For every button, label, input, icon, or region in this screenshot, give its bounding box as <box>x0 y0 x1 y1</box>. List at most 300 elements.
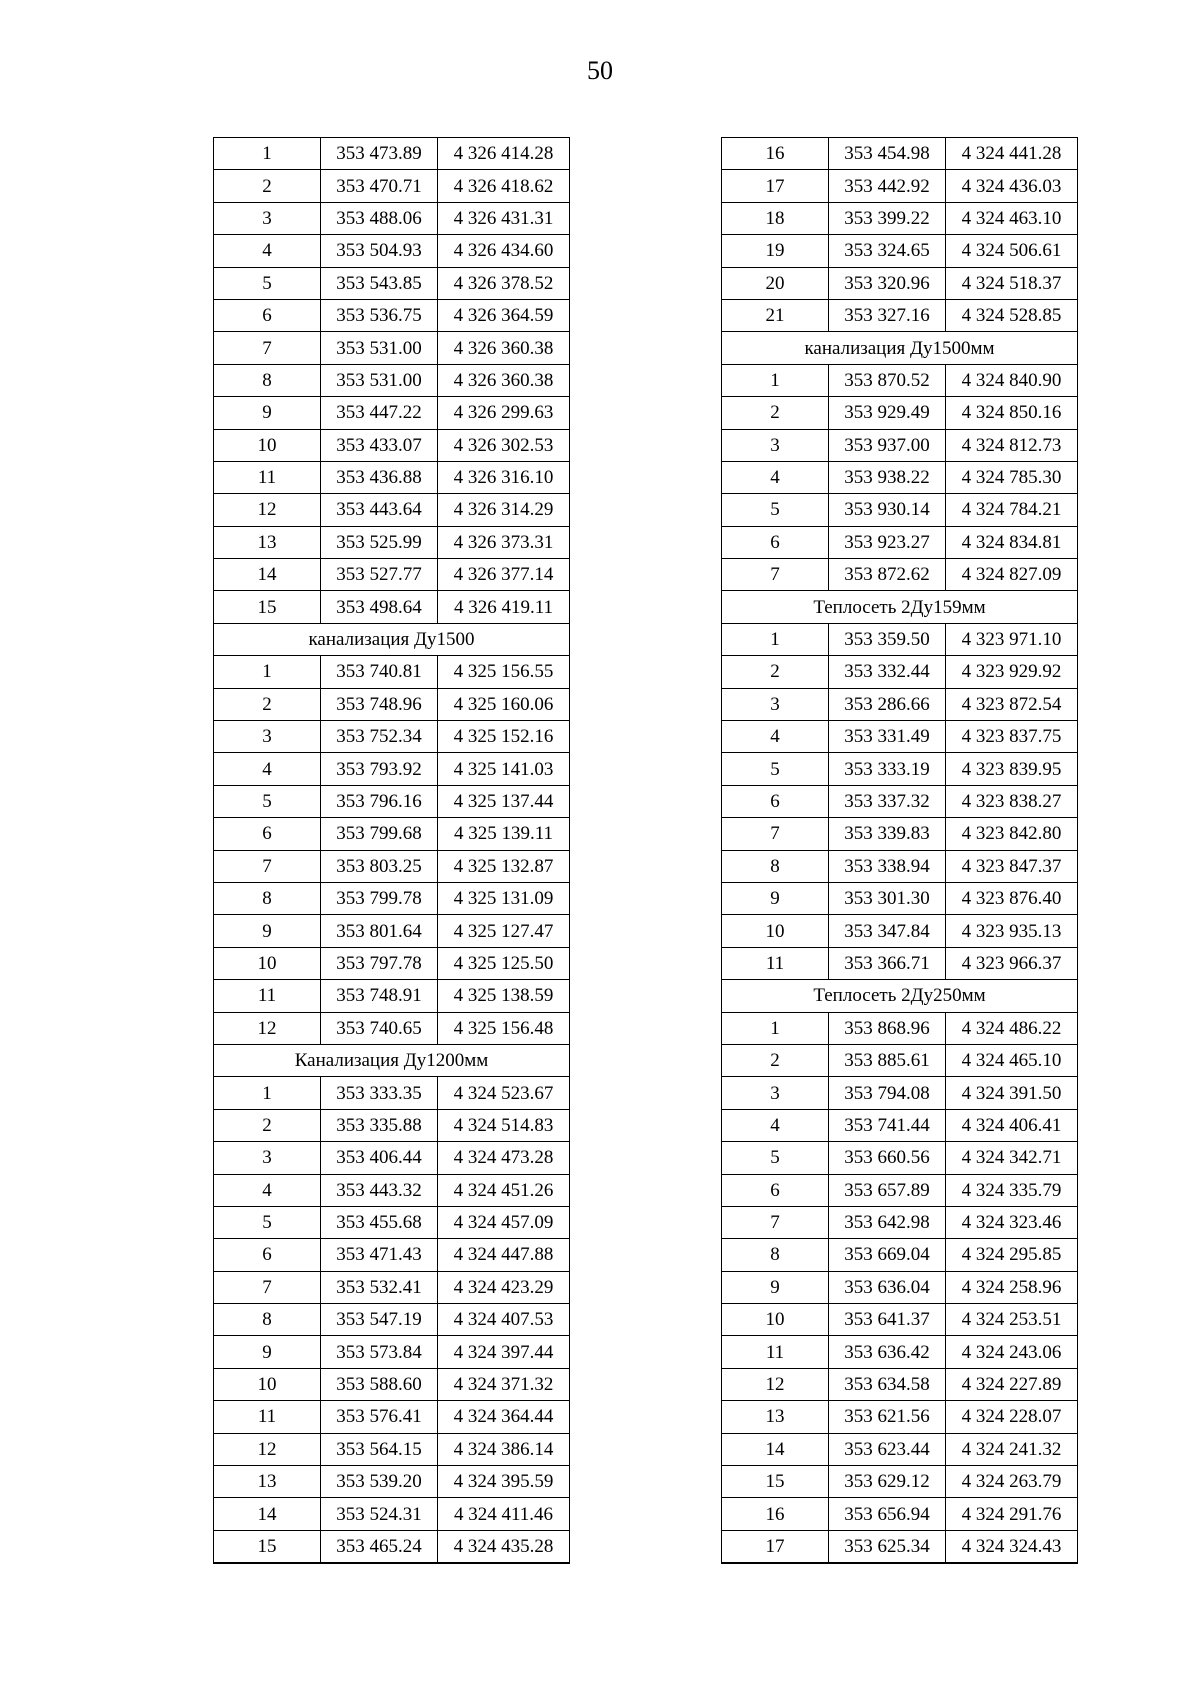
y-coordinate-cell: 4 324 253.51 <box>946 1304 1078 1336</box>
point-number-cell: 4 <box>722 721 829 753</box>
point-number-cell: 4 <box>214 235 321 267</box>
table-row <box>214 235 570 267</box>
table-row <box>214 721 570 753</box>
y-coordinate-cell: 4 324 407.53 <box>438 1304 570 1336</box>
x-coordinate-cell: 353 337.32 <box>829 785 946 817</box>
y-coordinate-cell: 4 323 847.37 <box>946 850 1078 882</box>
point-number-cell: 4 <box>722 1109 829 1141</box>
y-coordinate-cell: 4 325 156.48 <box>438 1012 570 1044</box>
y-coordinate-cell: 4 326 378.52 <box>438 267 570 299</box>
x-coordinate-cell: 353 473.89 <box>321 138 438 170</box>
x-coordinate-cell: 353 623.44 <box>829 1433 946 1465</box>
x-coordinate-cell: 353 576.41 <box>321 1401 438 1433</box>
x-coordinate-cell: 353 642.98 <box>829 1206 946 1238</box>
point-number-cell: 7 <box>214 850 321 882</box>
table-row <box>214 1109 570 1141</box>
section-header-row <box>214 623 570 655</box>
table-row <box>214 1012 570 1044</box>
table-row <box>214 397 570 429</box>
section-header-row <box>722 591 1078 623</box>
table-row <box>722 202 1078 234</box>
point-number-cell: 6 <box>214 818 321 850</box>
point-number-cell: 9 <box>722 882 829 914</box>
y-coordinate-cell: 4 324 435.28 <box>438 1530 570 1563</box>
table-row <box>214 1530 570 1563</box>
table-row <box>722 494 1078 526</box>
table-row <box>722 623 1078 655</box>
point-number-cell: 1 <box>214 656 321 688</box>
point-number-cell: 8 <box>214 1304 321 1336</box>
x-coordinate-cell: 353 543.85 <box>321 267 438 299</box>
table-row <box>722 721 1078 753</box>
x-coordinate-cell: 353 885.61 <box>829 1044 946 1076</box>
table-row <box>214 915 570 947</box>
x-coordinate-cell: 353 406.44 <box>321 1142 438 1174</box>
table-row <box>722 267 1078 299</box>
y-coordinate-cell: 4 324 451.26 <box>438 1174 570 1206</box>
y-coordinate-cell: 4 325 131.09 <box>438 882 570 914</box>
y-coordinate-cell: 4 324 258.96 <box>946 1271 1078 1303</box>
y-coordinate-cell: 4 323 839.95 <box>946 753 1078 785</box>
x-coordinate-cell: 353 442.92 <box>829 170 946 202</box>
table-row <box>214 494 570 526</box>
y-coordinate-cell: 4 324 523.67 <box>438 1077 570 1109</box>
table-row <box>722 1336 1078 1368</box>
table-row <box>722 818 1078 850</box>
x-coordinate-cell: 353 399.22 <box>829 202 946 234</box>
x-coordinate-cell: 353 870.52 <box>829 364 946 396</box>
section-header-row <box>722 332 1078 364</box>
y-coordinate-cell: 4 324 291.76 <box>946 1498 1078 1530</box>
table-row <box>214 1271 570 1303</box>
x-coordinate-cell: 353 656.94 <box>829 1498 946 1530</box>
x-coordinate-cell: 353 332.44 <box>829 656 946 688</box>
point-number-cell: 13 <box>722 1401 829 1433</box>
coordinates-table-right <box>721 137 1078 1564</box>
table-row <box>722 1206 1078 1238</box>
y-coordinate-cell: 4 324 228.07 <box>946 1401 1078 1433</box>
point-number-cell: 10 <box>214 429 321 461</box>
point-number-cell: 8 <box>722 1239 829 1271</box>
y-coordinate-cell: 4 326 360.38 <box>438 332 570 364</box>
table-row <box>722 559 1078 591</box>
y-coordinate-cell: 4 325 141.03 <box>438 753 570 785</box>
x-coordinate-cell: 353 465.24 <box>321 1530 438 1563</box>
y-coordinate-cell: 4 325 132.87 <box>438 850 570 882</box>
point-number-cell: 11 <box>214 461 321 493</box>
y-coordinate-cell: 4 324 243.06 <box>946 1336 1078 1368</box>
table-row <box>722 915 1078 947</box>
point-number-cell: 11 <box>722 947 829 979</box>
x-coordinate-cell: 353 796.16 <box>321 785 438 817</box>
y-coordinate-cell: 4 326 418.62 <box>438 170 570 202</box>
x-coordinate-cell: 353 929.49 <box>829 397 946 429</box>
x-coordinate-cell: 353 923.27 <box>829 526 946 558</box>
table-row <box>214 1466 570 1498</box>
y-coordinate-cell: 4 324 514.83 <box>438 1109 570 1141</box>
table-row <box>214 138 570 170</box>
point-number-cell: 10 <box>722 915 829 947</box>
x-coordinate-cell: 353 669.04 <box>829 1239 946 1271</box>
x-coordinate-cell: 353 660.56 <box>829 1142 946 1174</box>
point-number-cell: 3 <box>214 202 321 234</box>
table-row <box>722 1109 1078 1141</box>
point-number-cell: 6 <box>722 526 829 558</box>
table-row <box>722 882 1078 914</box>
table-row <box>214 1174 570 1206</box>
point-number-cell: 5 <box>214 1206 321 1238</box>
point-number-cell: 3 <box>214 1142 321 1174</box>
y-coordinate-cell: 4 325 160.06 <box>438 688 570 720</box>
point-number-cell: 2 <box>214 170 321 202</box>
y-coordinate-cell: 4 324 812.73 <box>946 429 1078 461</box>
table-row <box>722 1530 1078 1563</box>
y-coordinate-cell: 4 324 335.79 <box>946 1174 1078 1206</box>
table-row <box>214 559 570 591</box>
x-coordinate-cell: 353 588.60 <box>321 1368 438 1400</box>
section-title: Канализация Ду1200мм <box>214 1044 570 1076</box>
y-coordinate-cell: 4 326 299.63 <box>438 397 570 429</box>
y-coordinate-cell: 4 324 423.29 <box>438 1271 570 1303</box>
table-row <box>722 1174 1078 1206</box>
y-coordinate-cell: 4 324 473.28 <box>438 1142 570 1174</box>
point-number-cell: 15 <box>214 591 321 623</box>
point-number-cell: 8 <box>214 364 321 396</box>
point-number-cell: 11 <box>214 980 321 1012</box>
x-coordinate-cell: 353 436.88 <box>321 461 438 493</box>
x-coordinate-cell: 353 748.91 <box>321 980 438 1012</box>
y-coordinate-cell: 4 323 837.75 <box>946 721 1078 753</box>
x-coordinate-cell: 353 331.49 <box>829 721 946 753</box>
point-number-cell: 13 <box>214 1466 321 1498</box>
table-row <box>722 299 1078 331</box>
x-coordinate-cell: 353 443.32 <box>321 1174 438 1206</box>
table-row <box>214 1304 570 1336</box>
point-number-cell: 7 <box>722 559 829 591</box>
x-coordinate-cell: 353 740.65 <box>321 1012 438 1044</box>
x-coordinate-cell: 353 937.00 <box>829 429 946 461</box>
point-number-cell: 6 <box>722 1174 829 1206</box>
table-row <box>214 332 570 364</box>
table-row <box>214 1498 570 1530</box>
y-coordinate-cell: 4 323 935.13 <box>946 915 1078 947</box>
y-coordinate-cell: 4 324 371.32 <box>438 1368 570 1400</box>
x-coordinate-cell: 353 752.34 <box>321 721 438 753</box>
y-coordinate-cell: 4 324 263.79 <box>946 1466 1078 1498</box>
y-coordinate-cell: 4 326 431.31 <box>438 202 570 234</box>
section-header-row <box>214 1044 570 1076</box>
point-number-cell: 12 <box>214 1012 321 1044</box>
point-number-cell: 17 <box>722 1530 829 1563</box>
table-row <box>214 656 570 688</box>
x-coordinate-cell: 353 641.37 <box>829 1304 946 1336</box>
point-number-cell: 13 <box>214 526 321 558</box>
point-number-cell: 10 <box>214 1368 321 1400</box>
x-coordinate-cell: 353 803.25 <box>321 850 438 882</box>
x-coordinate-cell: 353 324.65 <box>829 235 946 267</box>
table-row <box>722 688 1078 720</box>
table-row <box>722 429 1078 461</box>
table-row <box>214 267 570 299</box>
point-number-cell: 9 <box>214 915 321 947</box>
table-row <box>214 785 570 817</box>
x-coordinate-cell: 353 799.78 <box>321 882 438 914</box>
x-coordinate-cell: 353 504.93 <box>321 235 438 267</box>
y-coordinate-cell: 4 324 850.16 <box>946 397 1078 429</box>
x-coordinate-cell: 353 527.77 <box>321 559 438 591</box>
point-number-cell: 15 <box>214 1530 321 1563</box>
point-number-cell: 18 <box>722 202 829 234</box>
point-number-cell: 7 <box>722 818 829 850</box>
table-row <box>722 1271 1078 1303</box>
x-coordinate-cell: 353 539.20 <box>321 1466 438 1498</box>
table-row <box>214 947 570 979</box>
point-number-cell: 5 <box>214 785 321 817</box>
point-number-cell: 3 <box>722 688 829 720</box>
x-coordinate-cell: 353 625.34 <box>829 1530 946 1563</box>
table-row <box>214 526 570 558</box>
point-number-cell: 5 <box>214 267 321 299</box>
point-number-cell: 7 <box>214 1271 321 1303</box>
y-coordinate-cell: 4 324 395.59 <box>438 1466 570 1498</box>
table-row <box>722 461 1078 493</box>
x-coordinate-cell: 353 338.94 <box>829 850 946 882</box>
x-coordinate-cell: 353 573.84 <box>321 1336 438 1368</box>
y-coordinate-cell: 4 324 840.90 <box>946 364 1078 396</box>
table-row <box>214 1239 570 1271</box>
x-coordinate-cell: 353 333.35 <box>321 1077 438 1109</box>
point-number-cell: 11 <box>722 1336 829 1368</box>
table-row <box>722 753 1078 785</box>
table-row <box>214 364 570 396</box>
y-coordinate-cell: 4 323 876.40 <box>946 882 1078 914</box>
point-number-cell: 1 <box>214 138 321 170</box>
point-number-cell: 2 <box>214 688 321 720</box>
y-coordinate-cell: 4 325 139.11 <box>438 818 570 850</box>
y-coordinate-cell: 4 324 436.03 <box>946 170 1078 202</box>
y-coordinate-cell: 4 325 138.59 <box>438 980 570 1012</box>
table-row <box>722 850 1078 882</box>
x-coordinate-cell: 353 793.92 <box>321 753 438 785</box>
y-coordinate-cell: 4 324 411.46 <box>438 1498 570 1530</box>
section-title: Теплосеть 2Ду250мм <box>722 980 1078 1012</box>
x-coordinate-cell: 353 531.00 <box>321 364 438 396</box>
point-number-cell: 10 <box>214 947 321 979</box>
point-number-cell: 15 <box>722 1466 829 1498</box>
x-coordinate-cell: 353 327.16 <box>829 299 946 331</box>
x-coordinate-cell: 353 532.41 <box>321 1271 438 1303</box>
point-number-cell: 12 <box>722 1368 829 1400</box>
x-coordinate-cell: 353 868.96 <box>829 1012 946 1044</box>
x-coordinate-cell: 353 872.62 <box>829 559 946 591</box>
point-number-cell: 2 <box>722 397 829 429</box>
point-number-cell: 6 <box>214 1239 321 1271</box>
point-number-cell: 2 <box>722 1044 829 1076</box>
y-coordinate-cell: 4 324 227.89 <box>946 1368 1078 1400</box>
point-number-cell: 5 <box>722 1142 829 1174</box>
point-number-cell: 7 <box>722 1206 829 1238</box>
point-number-cell: 3 <box>722 1077 829 1109</box>
y-coordinate-cell: 4 324 397.44 <box>438 1336 570 1368</box>
y-coordinate-cell: 4 323 971.10 <box>946 623 1078 655</box>
point-number-cell: 1 <box>722 623 829 655</box>
point-number-cell: 3 <box>722 429 829 461</box>
x-coordinate-cell: 353 525.99 <box>321 526 438 558</box>
table-row <box>722 1077 1078 1109</box>
x-coordinate-cell: 353 524.31 <box>321 1498 438 1530</box>
x-coordinate-cell: 353 359.50 <box>829 623 946 655</box>
x-coordinate-cell: 353 333.19 <box>829 753 946 785</box>
y-coordinate-cell: 4 326 377.14 <box>438 559 570 591</box>
section-title: Теплосеть 2Ду159мм <box>722 591 1078 623</box>
x-coordinate-cell: 353 636.42 <box>829 1336 946 1368</box>
y-coordinate-cell: 4 324 295.85 <box>946 1239 1078 1271</box>
x-coordinate-cell: 353 634.58 <box>829 1368 946 1400</box>
x-coordinate-cell: 353 320.96 <box>829 267 946 299</box>
table-row <box>722 1368 1078 1400</box>
point-number-cell: 11 <box>214 1401 321 1433</box>
table-row <box>214 591 570 623</box>
x-coordinate-cell: 353 938.22 <box>829 461 946 493</box>
y-coordinate-cell: 4 325 127.47 <box>438 915 570 947</box>
y-coordinate-cell: 4 325 152.16 <box>438 721 570 753</box>
point-number-cell: 8 <box>722 850 829 882</box>
x-coordinate-cell: 353 286.66 <box>829 688 946 720</box>
x-coordinate-cell: 353 657.89 <box>829 1174 946 1206</box>
y-coordinate-cell: 4 324 324.43 <box>946 1530 1078 1563</box>
y-coordinate-cell: 4 324 834.81 <box>946 526 1078 558</box>
point-number-cell: 9 <box>214 1336 321 1368</box>
point-number-cell: 1 <box>722 1012 829 1044</box>
y-coordinate-cell: 4 325 125.50 <box>438 947 570 979</box>
y-coordinate-cell: 4 324 364.44 <box>438 1401 570 1433</box>
table-row <box>214 429 570 461</box>
table-row <box>722 1012 1078 1044</box>
table-row <box>722 235 1078 267</box>
y-coordinate-cell: 4 326 419.11 <box>438 591 570 623</box>
y-coordinate-cell: 4 325 137.44 <box>438 785 570 817</box>
point-number-cell: 9 <box>722 1271 829 1303</box>
table-row <box>214 299 570 331</box>
point-number-cell: 7 <box>214 332 321 364</box>
y-coordinate-cell: 4 324 323.46 <box>946 1206 1078 1238</box>
point-number-cell: 20 <box>722 267 829 299</box>
table-row <box>214 1142 570 1174</box>
y-coordinate-cell: 4 324 827.09 <box>946 559 1078 591</box>
point-number-cell: 16 <box>722 138 829 170</box>
x-coordinate-cell: 353 471.43 <box>321 1239 438 1271</box>
y-coordinate-cell: 4 324 441.28 <box>946 138 1078 170</box>
x-coordinate-cell: 353 488.06 <box>321 202 438 234</box>
table-row <box>214 202 570 234</box>
point-number-cell: 4 <box>722 461 829 493</box>
y-coordinate-cell: 4 326 314.29 <box>438 494 570 526</box>
table-row <box>214 1077 570 1109</box>
x-coordinate-cell: 353 740.81 <box>321 656 438 688</box>
table-row <box>214 1368 570 1400</box>
y-coordinate-cell: 4 326 364.59 <box>438 299 570 331</box>
table-row <box>722 1401 1078 1433</box>
y-coordinate-cell: 4 323 966.37 <box>946 947 1078 979</box>
x-coordinate-cell: 353 366.71 <box>829 947 946 979</box>
x-coordinate-cell: 353 447.22 <box>321 397 438 429</box>
x-coordinate-cell: 353 335.88 <box>321 1109 438 1141</box>
y-coordinate-cell: 4 324 457.09 <box>438 1206 570 1238</box>
table-row <box>214 688 570 720</box>
point-number-cell: 12 <box>214 494 321 526</box>
table-row <box>722 1142 1078 1174</box>
point-number-cell: 2 <box>722 656 829 688</box>
x-coordinate-cell: 353 301.30 <box>829 882 946 914</box>
x-coordinate-cell: 353 443.64 <box>321 494 438 526</box>
point-number-cell: 4 <box>214 753 321 785</box>
point-number-cell: 17 <box>722 170 829 202</box>
point-number-cell: 6 <box>722 785 829 817</box>
section-title: канализация Ду1500мм <box>722 332 1078 364</box>
table-row <box>214 170 570 202</box>
y-coordinate-cell: 4 326 373.31 <box>438 526 570 558</box>
table-row <box>722 1433 1078 1465</box>
x-coordinate-cell: 353 930.14 <box>829 494 946 526</box>
point-number-cell: 19 <box>722 235 829 267</box>
y-coordinate-cell: 4 324 486.22 <box>946 1012 1078 1044</box>
y-coordinate-cell: 4 324 785.30 <box>946 461 1078 493</box>
table-row <box>722 1304 1078 1336</box>
x-coordinate-cell: 353 629.12 <box>829 1466 946 1498</box>
point-number-cell: 2 <box>214 1109 321 1141</box>
point-number-cell: 3 <box>214 721 321 753</box>
table-row <box>722 656 1078 688</box>
x-coordinate-cell: 353 498.64 <box>321 591 438 623</box>
y-coordinate-cell: 4 326 414.28 <box>438 138 570 170</box>
x-coordinate-cell: 353 347.84 <box>829 915 946 947</box>
section-title: канализация Ду1500 <box>214 623 570 655</box>
table-row <box>722 364 1078 396</box>
table-row <box>722 947 1078 979</box>
x-coordinate-cell: 353 621.56 <box>829 1401 946 1433</box>
y-coordinate-cell: 4 323 929.92 <box>946 656 1078 688</box>
table-row <box>214 461 570 493</box>
point-number-cell: 10 <box>722 1304 829 1336</box>
point-number-cell: 5 <box>722 494 829 526</box>
y-coordinate-cell: 4 324 391.50 <box>946 1077 1078 1109</box>
point-number-cell: 8 <box>214 882 321 914</box>
x-coordinate-cell: 353 564.15 <box>321 1433 438 1465</box>
y-coordinate-cell: 4 324 342.71 <box>946 1142 1078 1174</box>
x-coordinate-cell: 353 433.07 <box>321 429 438 461</box>
x-coordinate-cell: 353 748.96 <box>321 688 438 720</box>
point-number-cell: 14 <box>214 1498 321 1530</box>
point-number-cell: 12 <box>214 1433 321 1465</box>
x-coordinate-cell: 353 547.19 <box>321 1304 438 1336</box>
table-row <box>722 1466 1078 1498</box>
x-coordinate-cell: 353 455.68 <box>321 1206 438 1238</box>
table-row <box>722 1239 1078 1271</box>
point-number-cell: 21 <box>722 299 829 331</box>
point-number-cell: 5 <box>722 753 829 785</box>
y-coordinate-cell: 4 324 406.41 <box>946 1109 1078 1141</box>
y-coordinate-cell: 4 324 518.37 <box>946 267 1078 299</box>
table-row <box>722 138 1078 170</box>
y-coordinate-cell: 4 324 465.10 <box>946 1044 1078 1076</box>
table-row <box>214 980 570 1012</box>
x-coordinate-cell: 353 801.64 <box>321 915 438 947</box>
y-coordinate-cell: 4 326 434.60 <box>438 235 570 267</box>
x-coordinate-cell: 353 794.08 <box>829 1077 946 1109</box>
y-coordinate-cell: 4 324 506.61 <box>946 235 1078 267</box>
x-coordinate-cell: 353 531.00 <box>321 332 438 364</box>
y-coordinate-cell: 4 324 784.21 <box>946 494 1078 526</box>
